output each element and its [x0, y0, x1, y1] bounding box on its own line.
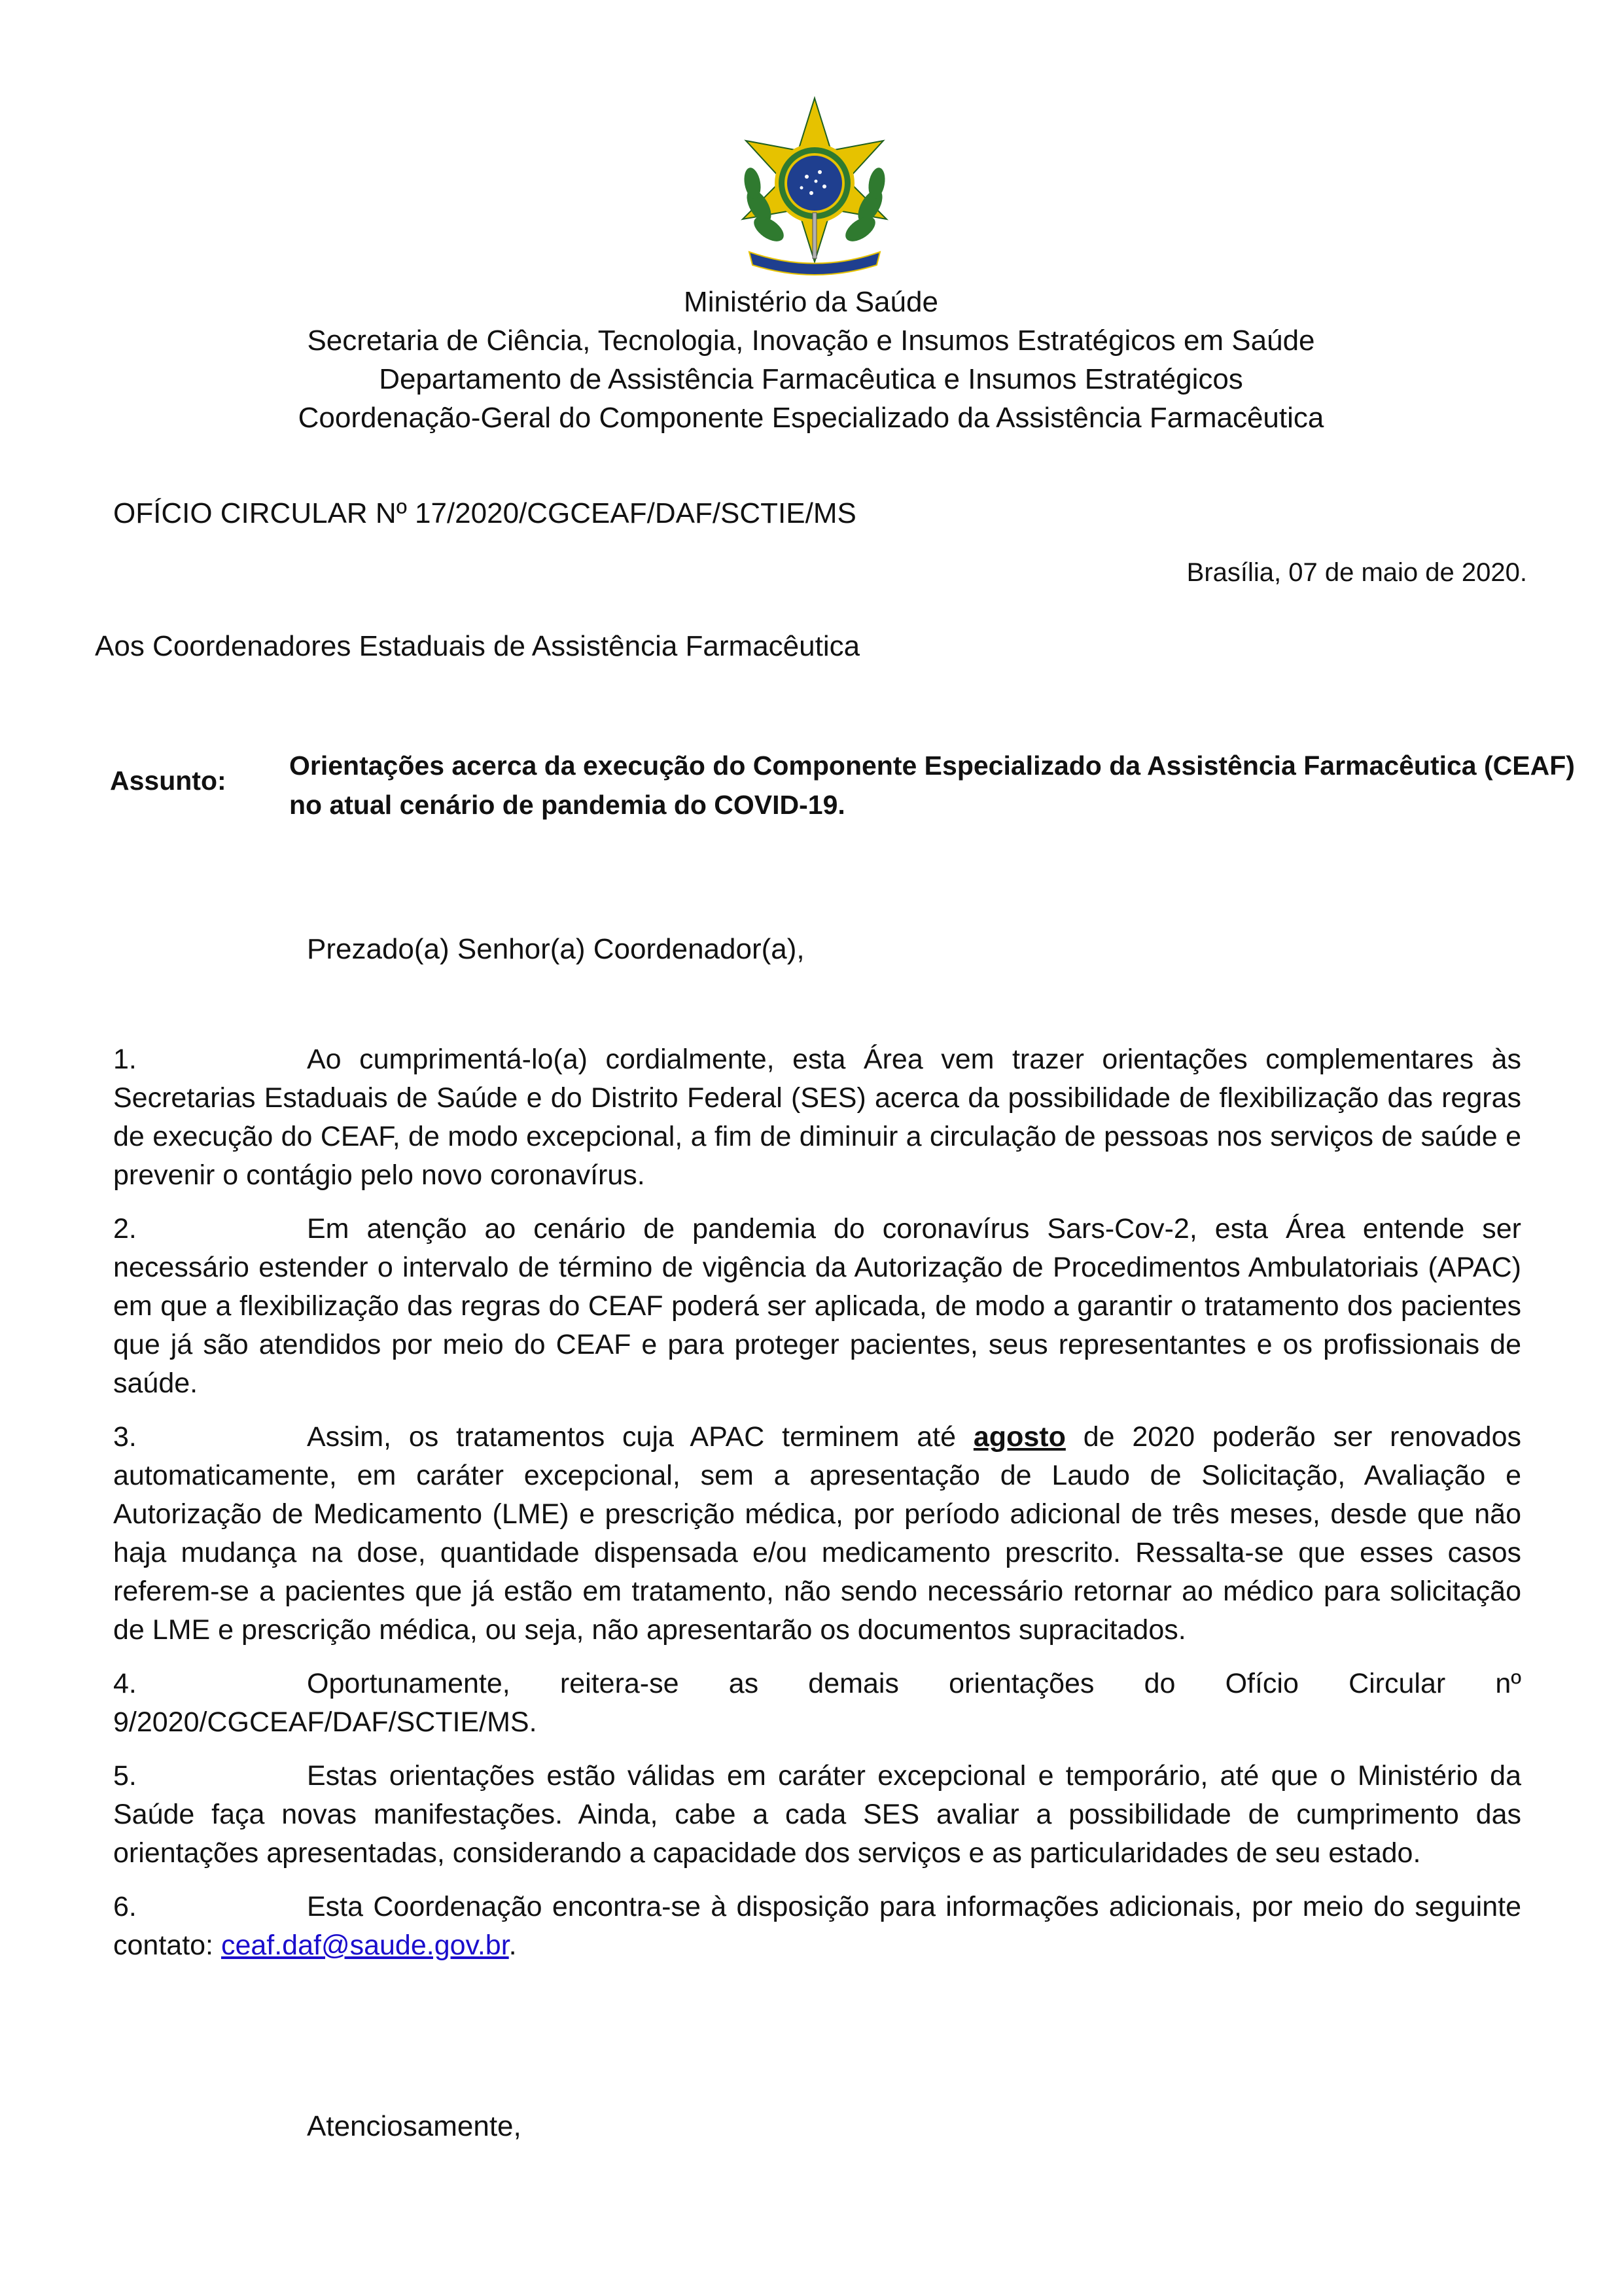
paragraph-text-after: . — [508, 1930, 517, 1961]
subject-line-2: no atual cenário de pandemia do COVID-19. — [289, 790, 845, 820]
addressee: Aos Coordenadores Estaduais de Assistência Farmacêutica — [95, 630, 860, 662]
salutation: Prezado(a) Senhor(a) Coordenador(a), — [307, 933, 805, 965]
paragraph-number: 3. — [113, 1421, 137, 1453]
coat-of-arms-of-brazil-icon — [723, 95, 906, 281]
paragraph-text: Oportunamente, reitera-se as demais orientações do Ofício Circular nº 9/2020/CGCEAF/DAF/SCTIE/MS. — [113, 1668, 1521, 1738]
emphasized-month: agosto — [973, 1421, 1066, 1453]
subject-line-1: Orientações acerca da execução do Componente Especializado da Assistência Farmacêutica (CEAF) — [289, 751, 1575, 781]
paragraph-text-after: de 2020 poderão ser renovados automaticamente, em caráter excepcional, sem a apresentação de Laudo de Solicitação, Avaliação e Autorização de Medicamento (LME) e prescrição médica, por período adicional de três meses, desde que não haja mudança na dose, quantidade dispensada e/ou medicamento prescrito. Ressalta-se que esses casos referem-se a pacientes que já estão em tratamento, não sendo necessário retornar ao médico para solicitação de LME e prescrição médica, ou seja, não apresentarão os documentos supracitados. — [113, 1421, 1521, 1646]
paragraph-text: Estas orientações estão válidas em caráter excepcional e temporário, até que o Ministério da Saúde faça novas manifestações. Ainda, cabe a cada SES avaliar a possibilidade de cumprimento das orientações apresentadas, considerando a capacidade dos serviços e as particularidades de seu estado. — [113, 1760, 1521, 1869]
paragraph-number: 4. — [113, 1668, 137, 1699]
paragraph-number: 2. — [113, 1213, 137, 1245]
subject-text — [289, 746, 1575, 824]
paragraph-text-before: Esta Coordenação encontra-se à disposição para informações adicionais, por meio do seguinte contato: — [113, 1891, 1521, 1961]
subject-label: Assunto: — [110, 766, 226, 796]
paragraph-4 — [113, 1665, 1521, 1742]
paragraph-text: Em atenção ao cenário de pandemia do coronavírus Sars-Cov-2, esta Área entende ser necessário estender o intervalo de término de vigência da Autorização de Procedimentos Ambulatoriais (APAC) em que a flexibilização das regras do CEAF poderá ser aplicada, de modo a garantir o tratamento dos pacientes que já são atendidos por meio do CEAF e para proteger pacientes, seus representantes e os profissionais de saúde. — [113, 1213, 1521, 1399]
paragraph-text — [113, 1888, 1521, 1965]
paragraph-1 — [113, 1040, 1521, 1195]
department-name: Departamento de Assistência Farmacêutica e Insumos Estratégicos — [379, 363, 1243, 395]
coordination-name: Coordenação-Geral do Componente Especializado da Assistência Farmacêutica — [298, 402, 1324, 434]
paragraph-5 — [113, 1757, 1521, 1873]
paragraph-number: 1. — [113, 1044, 137, 1075]
closing-salutation: Atenciosamente, — [307, 2110, 521, 2142]
paragraph-number: 6. — [113, 1891, 137, 1922]
body-paragraphs — [113, 1040, 1521, 1980]
secretariat-name: Secretaria de Ciência, Tecnologia, Inovação e Insumos Estratégicos em Saúde — [307, 325, 1315, 357]
contact-email-link[interactable]: ceaf.daf@saude.gov.br — [220, 1930, 509, 1961]
paragraph-text-before: Assim, os tratamentos cuja APAC terminem até — [307, 1421, 974, 1453]
paragraph-text — [113, 1418, 1521, 1650]
paragraph-number: 5. — [113, 1760, 137, 1792]
letterhead — [0, 283, 1622, 437]
paragraph-6 — [113, 1888, 1521, 1965]
paragraph-3 — [113, 1418, 1521, 1650]
ministry-name: Ministério da Saúde — [684, 286, 938, 318]
place-and-date: Brasília, 07 de maio de 2020. — [1186, 558, 1527, 587]
document-number: OFÍCIO CIRCULAR Nº 17/2020/CGCEAF/DAF/SCTIE/MS — [113, 497, 856, 529]
paragraph-2 — [113, 1210, 1521, 1403]
paragraph-text: Ao cumprimentá-lo(a) cordialmente, esta Área vem trazer orientações complementares às Secretarias Estaduais de Saúde e do Distrito Federal (SES) acerca da possibilidade de flexibilização das regras de execução do CEAF, de modo excepcional, a fim de diminuir a circulação de pessoas nos serviços de saúde e prevenir o contágio pelo novo coronavírus. — [113, 1044, 1521, 1191]
